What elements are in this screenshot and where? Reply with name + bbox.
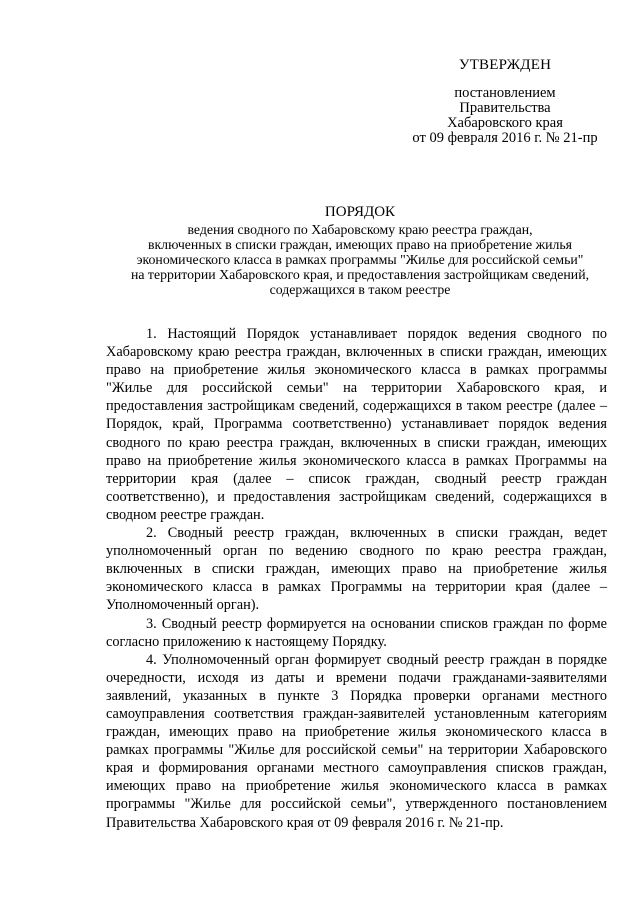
paragraph-3: 3. Сводный реестр формируется на основании списков граждан по форме согласно приложению к настоящему Порядку.: [106, 615, 607, 650]
paragraph-2: 2. Сводный реестр граждан, включенных в списки граждан, ведет уполномоченный орган по ведению сводного по краю реестра граждан, включенных в списки граждан, имеющих право на приобретение жилья экономического класса в рамках Программы на территории края (далее – Уполномоченный орган).: [106, 525, 607, 614]
paragraph-4: 4. Уполномоченный орган формирует сводный реестр граждан в порядке очередности, исходя из даты и времени подачи гражданами-заявителями заявлений, указанных в пункте 3 Порядка проверки органами местного самоуправления соответствия граждан-заявителей установленным категориям граждан, имеющих право на приобретение жилья экономического класса в рамках программы "Жилье для российской семьи" на территории Хабаровского края и формирования органами местного самоуправления списков граждан, имеющих право на приобретение жилья экономического класса в рамках программы "Жилье для российской семьи", утвержденного постановлением Правительства Хабаровского края от 09 февраля 2016 г. № 21-пр.: [106, 651, 607, 831]
paragraph-1: 1. Настоящий Порядок устанавливает порядок ведения сводного по Хабаровскому краю реестра граждан, включенных в списки граждан, имеющих право на приобретение жилья экономического класса в рамках программы "Жилье для российской семьи" на территории Хабаровского края, и предоставления застройщикам сведений, содержащихся в таком реестре (далее – Порядок, край, Программа соответственно) устанавливает порядок ведения сводного по краю реестра граждан, включенных в списки граждан, имеющих право на приобретение жилья экономического класса в рамках Программы на территории края (далее – список граждан, сводный реестр граждан соответственно), и предоставления застройщикам сведений, содержащихся в сводном реестре граждан.: [106, 326, 607, 523]
document-title: ПОРЯДОК: [324, 204, 396, 220]
subtitle-line: на территории Хабаровского края, и предоставления застройщикам сведений,: [130, 267, 590, 282]
approval-stamp: [400, 58, 610, 146]
document-body: [106, 325, 607, 832]
approval-line: от 09 февраля 2016 г. № 21-пр: [412, 130, 598, 146]
subtitle-line: экономического класса в рамках программы "Жилье для российской семьи": [136, 252, 584, 267]
approval-line: Правительства: [459, 100, 551, 116]
document-subtitle: [100, 222, 620, 297]
approval-line: Хабаровского края: [447, 115, 563, 131]
subtitle-line: содержащихся в таком реестре: [269, 282, 451, 297]
subtitle-line: включенных в списки граждан, имеющих право на приобретение жилья: [147, 237, 573, 252]
approval-line: постановлением: [454, 85, 556, 101]
approved-heading: УТВЕРЖДЕН: [458, 57, 552, 73]
subtitle-line: ведения сводного по Хабаровскому краю реестра граждан,: [187, 222, 533, 237]
